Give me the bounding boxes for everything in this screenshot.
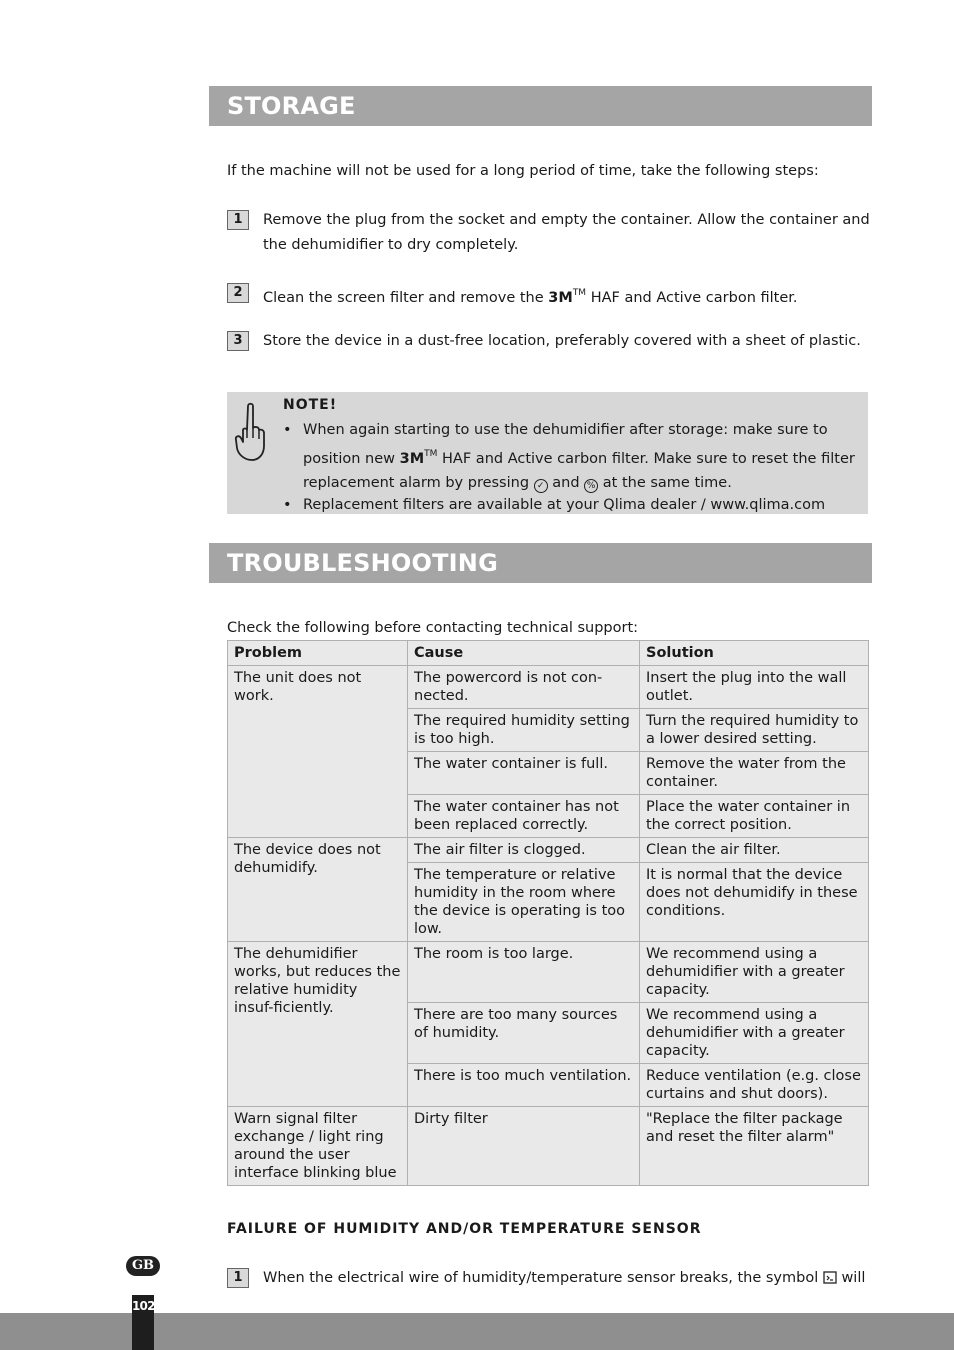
cause-cell: The temperature or relative humidity in the room where the device is operating is too low. (408, 863, 640, 942)
table-row (228, 838, 869, 863)
solution-cell: Turn the required humidity to a lower desired setting. (640, 709, 869, 752)
note-box (227, 392, 868, 514)
step-number: 3 (227, 331, 249, 351)
troubleshooting-table (227, 640, 869, 1186)
solution-cell: We recommend using a dehumidifier with a greater capacity. (640, 942, 869, 1003)
brand-3m: 3M (548, 290, 573, 306)
troubleshooting-intro: Check the following before contacting technical support: (227, 620, 639, 636)
solution-cell: Remove the water from the container. (640, 752, 869, 795)
note-list (283, 418, 863, 515)
step-text: Clean the screen filter and remove the 3M™ HAF and Active carbon filter. (263, 288, 798, 306)
note-bullet: • Replacement filters are available at your Qlima dealer / www.qlima.com (283, 495, 863, 515)
problem-cell: The unit does not work. (228, 666, 408, 838)
cause-cell: Dirty filter (408, 1107, 640, 1186)
sensor-failure-heading: FAILURE OF HUMIDITY AND/OR TEMPERATURE SENSOR (227, 1221, 702, 1237)
cause-cell: There are too many sources of humidity. (408, 1003, 640, 1064)
note-bullet: • When again starting to use the dehumidifier after storage: make sure to position new 3M™ HAF and Active carbon filter. Make sure to reset the filter replacement alarm by pressing ✓ and % at the same time. (283, 418, 863, 495)
solution-cell: Clean the air filter. (640, 838, 869, 863)
step-text: Remove the plug from the socket and empty the container. Allow the container and the dehumidifier to dry completely. (263, 212, 870, 253)
step-text: Store the device in a dust-free location, preferably covered with a sheet of plastic. (263, 333, 861, 349)
storage-heading: STORAGE (209, 86, 872, 126)
cause-cell: The room is too large. (408, 942, 640, 1003)
note-title: NOTE! (283, 397, 338, 413)
cause-cell: The water container has not been replaced correctly. (408, 795, 640, 838)
page-number: 102 (132, 1295, 154, 1350)
table-row (228, 666, 869, 709)
brand-3m: 3M (399, 451, 425, 467)
troubleshooting-heading: TROUBLESHOOTING (209, 543, 872, 583)
step-text: When the electrical wire of humidity/temperature sensor breaks, the symbol will (263, 1270, 866, 1286)
header-cause: Cause (408, 641, 640, 666)
solution-cell: We recommend using a dehumidifier with a greater capacity. (640, 1003, 869, 1064)
solution-cell: It is normal that the device does not dehumidify in these conditions. (640, 863, 869, 942)
language-badge: GB (126, 1256, 160, 1276)
header-solution: Solution (640, 641, 869, 666)
cause-cell: The air filter is clogged. (408, 838, 640, 863)
solution-cell: "Replace the filter package and reset the filter alarm" (640, 1107, 869, 1186)
step-number: 2 (227, 283, 249, 303)
table-header-row (228, 641, 869, 666)
problem-cell: The dehumidifier works, but reduces the relative humidity insuf-ficiently. (228, 942, 408, 1107)
timer-button-icon: ✓ (534, 479, 548, 493)
humidity-button-icon: % (584, 479, 598, 493)
storage-intro: If the machine will not be used for a long period of time, take the following steps: (227, 163, 819, 179)
problem-cell: The device does not dehumidify. (228, 838, 408, 942)
cause-cell: The powercord is not con-nected. (408, 666, 640, 709)
solution-cell: Place the water container in the correct position. (640, 795, 869, 838)
sensor-error-icon (823, 1271, 837, 1284)
solution-cell: Insert the plug into the wall outlet. (640, 666, 869, 709)
cause-cell: There is too much ventilation. (408, 1064, 640, 1107)
solution-cell: Reduce ventilation (e.g. close curtains and shut doors). (640, 1064, 869, 1107)
step-number: 1 (227, 1268, 249, 1288)
cause-cell: The water container is full. (408, 752, 640, 795)
table-row (228, 1107, 869, 1186)
problem-cell: Warn signal filter exchange / light ring around the user interface blinking blue (228, 1107, 408, 1186)
table-row (228, 942, 869, 1003)
step-number: 1 (227, 210, 249, 230)
hand-pointing-icon (233, 402, 267, 464)
header-problem: Problem (228, 641, 408, 666)
cause-cell: The required humidity setting is too high. (408, 709, 640, 752)
